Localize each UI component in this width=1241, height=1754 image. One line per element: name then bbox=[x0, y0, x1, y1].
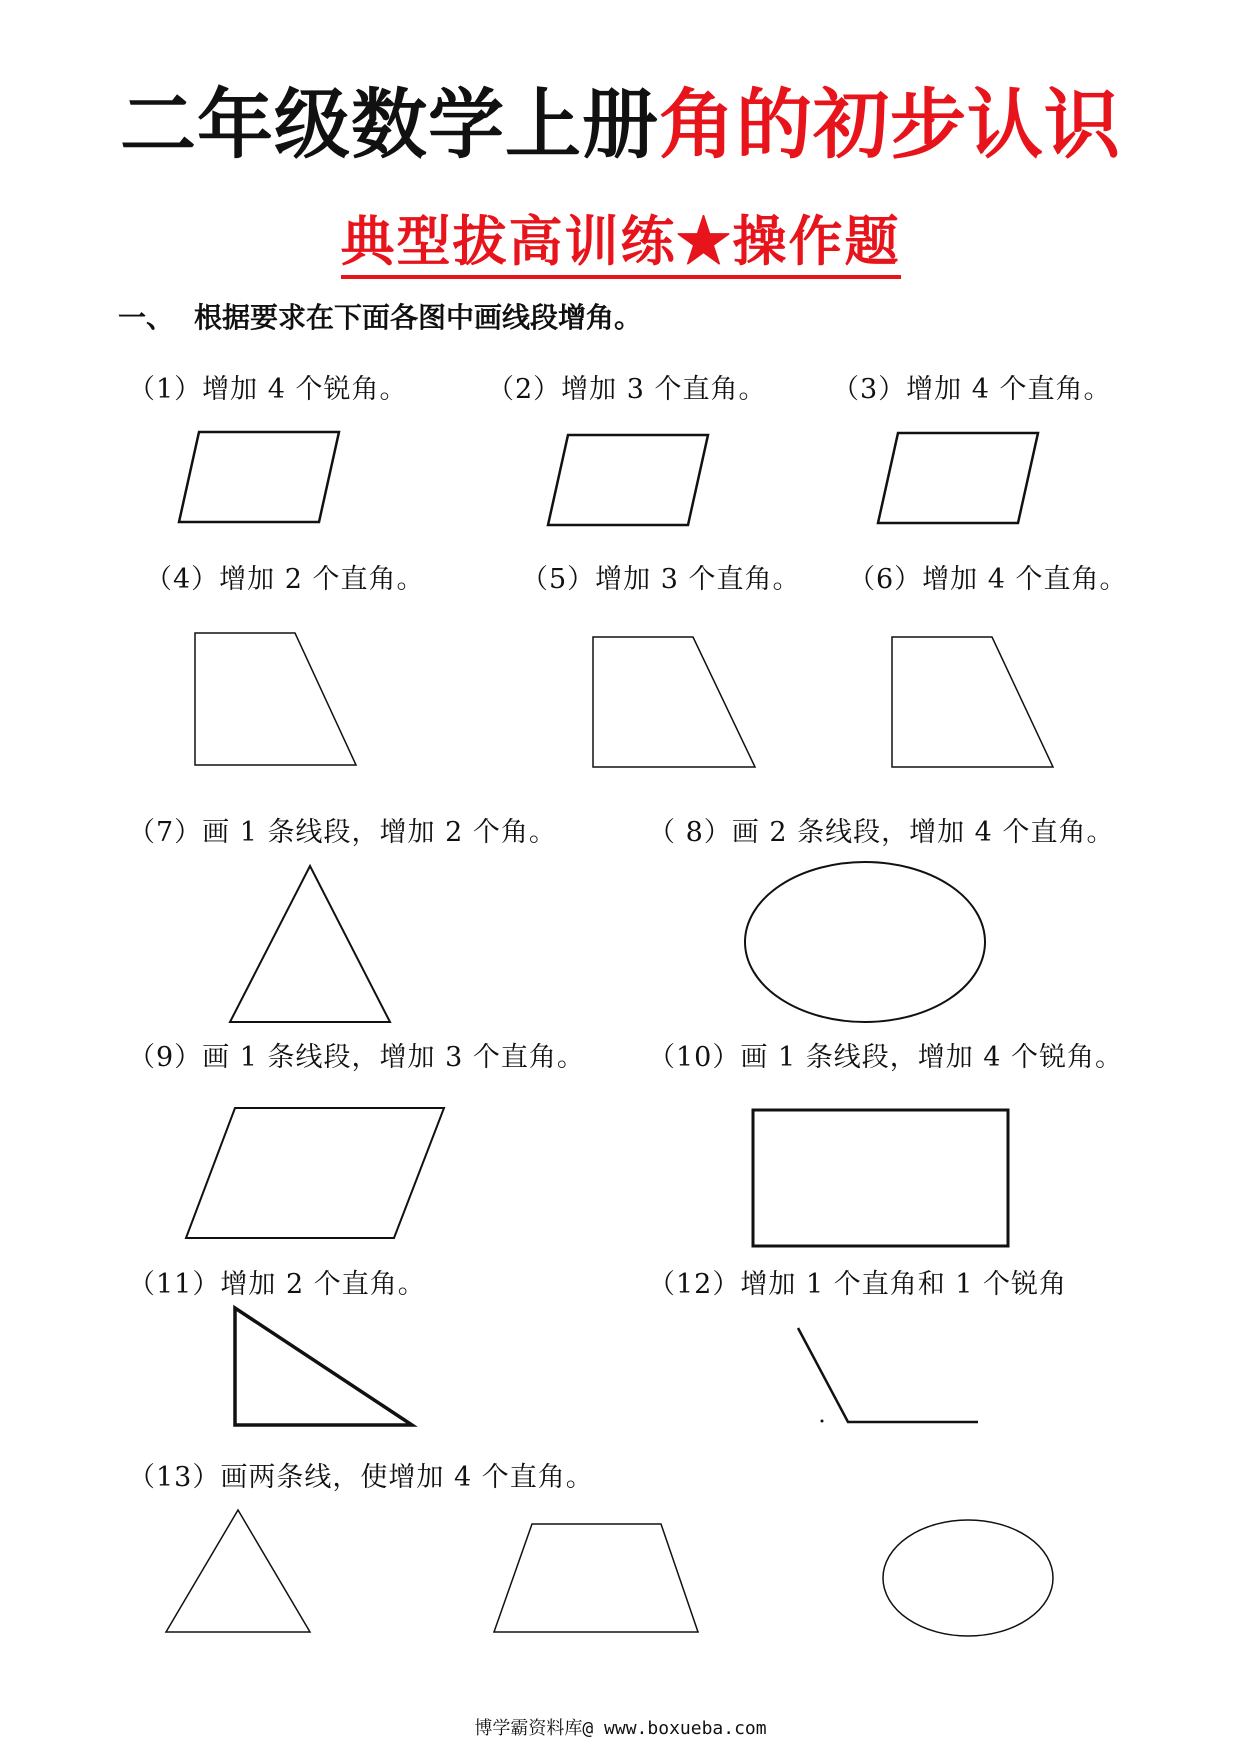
figure-4-right-trapezoid bbox=[195, 633, 356, 765]
question-7: （7）画 1 条线段，增加 2 个角。 bbox=[128, 817, 557, 848]
section-instruction: 根据要求在下面各图中画线段增角。 bbox=[194, 301, 643, 334]
figure-13-triangle bbox=[166, 1510, 310, 1632]
question-10: （10）画 1 条线段，增加 4 个锐角。 bbox=[648, 1042, 1124, 1073]
question-6: （6）增加 4 个直角。 bbox=[848, 564, 1128, 595]
question-4: （4）增加 2 个直角。 bbox=[145, 564, 425, 595]
question-2: （2）增加 3 个直角。 bbox=[487, 374, 767, 405]
figure-12-dot bbox=[821, 1420, 824, 1423]
figure-8-ellipse bbox=[745, 862, 985, 1022]
title-red: 角的初步认识 bbox=[659, 80, 1121, 169]
figure-7-triangle bbox=[230, 866, 390, 1022]
question-11: （11）增加 2 个直角。 bbox=[128, 1269, 426, 1300]
figure-10-rectangle bbox=[753, 1110, 1008, 1246]
figure-13-trapezoid bbox=[494, 1524, 698, 1632]
title-black: 二年级数学上册 bbox=[120, 80, 659, 169]
figure-5-right-trapezoid bbox=[593, 637, 755, 767]
subtitle-text: 典型拔高训练★操作题 bbox=[341, 209, 901, 279]
question-12: （12）增加 1 个直角和 1 个锐角 bbox=[648, 1269, 1068, 1300]
figure-11-right-triangle bbox=[235, 1308, 412, 1425]
figure-9-parallelogram bbox=[186, 1108, 444, 1238]
question-3: （3）增加 4 个直角。 bbox=[832, 374, 1112, 405]
figure-1-parallelogram bbox=[179, 432, 339, 522]
question-1: （1）增加 4 个锐角。 bbox=[128, 374, 408, 405]
figure-2-parallelogram bbox=[548, 435, 708, 525]
question-5: （5）增加 3 个直角。 bbox=[521, 564, 801, 595]
figure-12-open-angle bbox=[798, 1328, 978, 1422]
question-8: （ 8）画 2 条线段，增加 4 个直角。 bbox=[648, 817, 1115, 848]
section-number: 一、 bbox=[118, 301, 175, 334]
figure-3-parallelogram bbox=[878, 433, 1038, 523]
question-13: （13）画两条线，使增加 4 个直角。 bbox=[128, 1462, 594, 1493]
figure-13-ellipse bbox=[883, 1520, 1053, 1636]
question-9: （9）画 1 条线段，增加 3 个直角。 bbox=[128, 1042, 585, 1073]
footer-source: 博学霸资料库@ www.boxueba.com bbox=[474, 1718, 767, 1739]
figure-6-right-trapezoid bbox=[892, 637, 1053, 767]
